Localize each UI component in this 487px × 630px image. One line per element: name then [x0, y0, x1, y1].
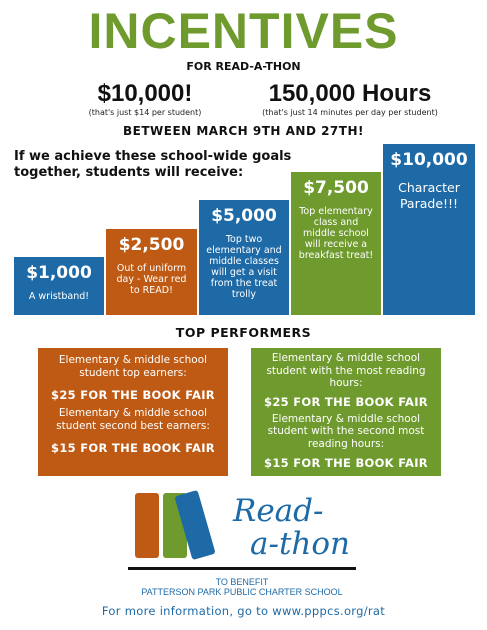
goal-note-money: (that's just $14 per student)	[88, 108, 202, 117]
logo-benefit	[120, 577, 364, 597]
goals-intro: If we achieve these school-wide goals together, students will receive:	[14, 149, 292, 180]
readers-second-text: Elementary & middle school student with the second most reading hours:	[267, 412, 425, 450]
step-description: A wristband!	[28, 291, 90, 302]
step-5000	[199, 200, 289, 315]
step-description: Out of uniform day - Wear red to READ!	[116, 263, 187, 296]
earners-second-prize: $15 FOR THE BOOK FAIR	[51, 441, 215, 455]
top-performers-heading: TOP PERFORMERS	[175, 325, 312, 340]
goal-amount-hours: 150,000 Hours	[268, 80, 432, 107]
step-10000	[383, 144, 475, 315]
earners-first-prize: $25 FOR THE BOOK FAIR	[51, 388, 215, 402]
date-range: BETWEEN MARCH 9TH AND 27TH!	[122, 124, 364, 138]
step-2500	[106, 229, 197, 315]
goal-note-hours: (that's just 14 minutes per day per student)	[262, 108, 438, 117]
step-amount: $2,500	[118, 235, 185, 255]
logo-read: Read-	[233, 493, 324, 529]
readers-box	[251, 348, 441, 476]
step-amount: $7,500	[303, 178, 369, 198]
earners-second-text: Elementary & middle school student second best earners:	[56, 407, 210, 432]
step-1000	[14, 257, 104, 315]
benefit-line-1: TO BENEFIT	[215, 577, 269, 587]
step-7500	[291, 172, 381, 315]
step-amount: $5,000	[211, 206, 277, 226]
step-description: Top two elementary and middle classes will get a visit from the treat trolly	[206, 234, 282, 300]
step-description: Character Parade!!!	[398, 180, 460, 211]
page-title: INCENTIVES	[88, 3, 399, 59]
step-amount: $10,000	[390, 150, 468, 170]
readers-first-prize: $25 FOR THE BOOK FAIR	[264, 394, 428, 409]
readers-first-text: Elementary & middle school student with the most reading hours:	[266, 352, 426, 389]
logo-divider	[128, 567, 356, 570]
earners-first-text: Elementary & middle school student top earners:	[58, 354, 208, 379]
step-amount: $1,000	[26, 263, 92, 283]
page-subtitle: FOR READ-A-THON	[186, 60, 301, 73]
book-orange-icon	[135, 493, 159, 558]
benefit-line-2: PATTERSON PARK PUBLIC CHARTER SCHOOL	[141, 587, 343, 597]
step-description: Top elementary class and middle school will receive a breakfast treat!	[298, 206, 374, 261]
earners-box	[38, 348, 228, 476]
logo-athon: a-thon	[250, 526, 351, 562]
readers-second-prize: $15 FOR THE BOOK FAIR	[264, 456, 428, 470]
goal-amount-money: $10,000!	[97, 80, 193, 107]
footer-info: For more information, go to www.pppcs.org/rat	[101, 604, 386, 618]
